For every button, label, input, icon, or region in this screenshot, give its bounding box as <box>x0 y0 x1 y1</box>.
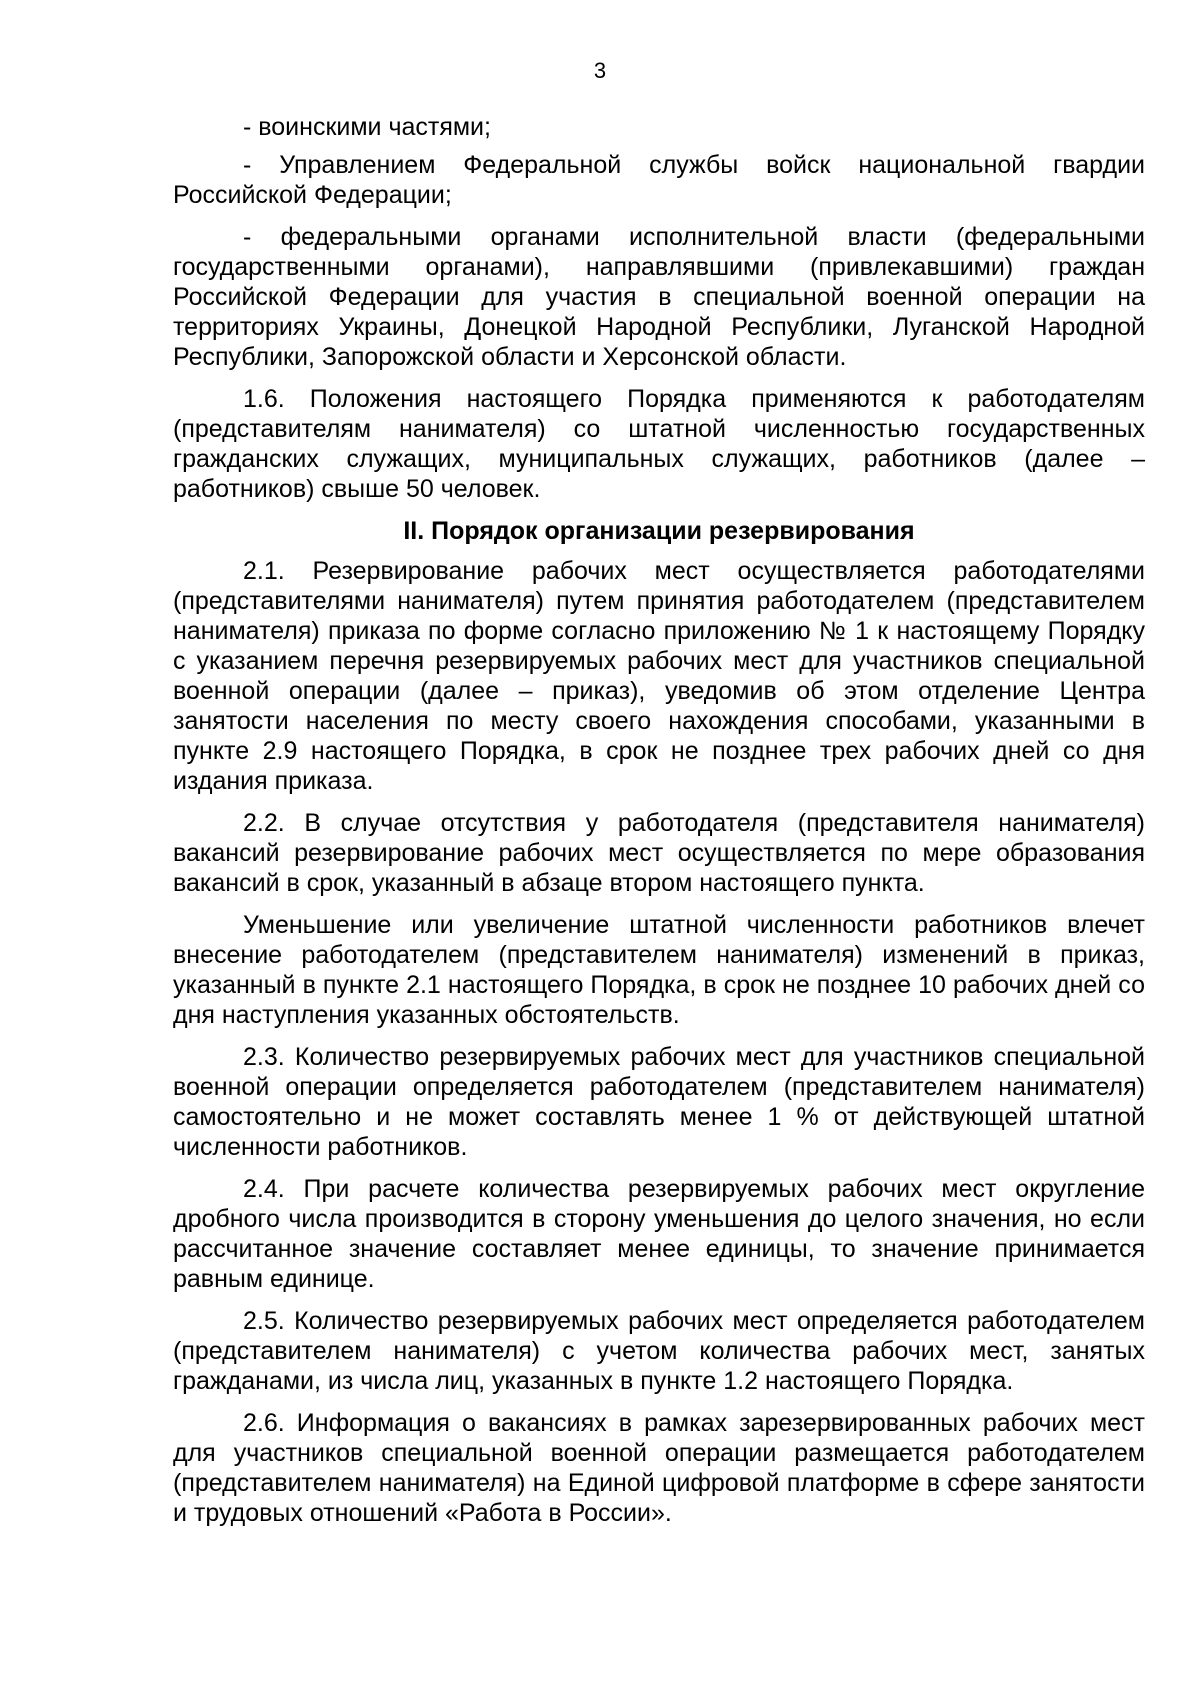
paragraph-2-1: 2.1. Резервирование рабочих мест осуществляется работодателями (представителями нанимателя) путем принятия работодателем (представителем нанимателя) приказа по форме согласно приложению № 1 к настоящему Порядку с указанием перечня резервируемых рабочих мест для участников специальной военной операции (далее – приказ), уведомив об этом отделение Центра занятости населения по месту своего нахождения способами, указанными в пункте 2.9 настоящего Порядка, в срок не позднее трех рабочих дней со дня издания приказа. <box>173 557 1145 795</box>
section-heading: II. Порядок организации резервирования <box>403 517 915 545</box>
document-body <box>173 112 1145 1540</box>
list-item-military-units: - воинскими частями; <box>243 113 491 141</box>
page-number: 3 <box>593 58 607 83</box>
paragraph-2-2: 2.2. В случае отсутствия у работодателя (представителя нанимателя) вакансий резервирование рабочих мест осуществляется по мере образования вакансий в срок, указанный в абзаце втором настоящего пункта. <box>173 809 1145 897</box>
paragraph-2-2-second: Уменьшение или увеличение штатной численности работников влечет внесение работодателем (представителем нанимателя) изменений в приказ, указанный в пункте 2.1 настоящего Порядка, в срок не позднее 10 рабочих дней со дня наступления указанных обстоятельств. <box>173 911 1145 1029</box>
paragraph-2-4: 2.4. При расчете количества резервируемых рабочих мест округление дробного числа производится в сторону уменьшения до целого значения, но если рассчитанное значение составляет менее единицы, то значение принимается равным единице. <box>173 1175 1145 1293</box>
paragraph-1-6: 1.6. Положения настоящего Порядка применяются к работодателям (представителям нанимателя) со штатной численностью государственных гражданских служащих, муниципальных служащих, работников (далее – работников) свыше 50 человек. <box>173 385 1145 503</box>
paragraph-2-5: 2.5. Количество резервируемых рабочих мест определяется работодателем (представителем нанимателя) с учетом количества рабочих мест, занятых гражданами, из числа лиц, указанных в пункте 1.2 настоящего Порядка. <box>173 1307 1145 1395</box>
paragraph-2-6: 2.6. Информация о вакансиях в рамках зарезервированных рабочих мест для участников специальной военной операции размещается работодателем (представителем нанимателя) на Единой цифровой платформе в сфере занятости и трудовых отношений «Работа в России». <box>173 1409 1145 1527</box>
list-item-federal-bodies: - федеральными органами исполнительной власти (федеральными государственными органами), направлявшими (привлекавшими) граждан Российской Федерации для участия в специальной военной операции на территориях Украины, Донецкой Народной Республики, Луганской Народной Республики, Запорожской области и Херсонской области. <box>173 223 1145 371</box>
list-item-rosgvardia: - Управлением Федеральной службы войск национальной гвардии Российской Федерации; <box>173 151 1145 209</box>
paragraph-2-3: 2.3. Количество резервируемых рабочих мест для участников специальной военной операции определяется работодателем (представителем нанимателя) самостоятельно и не может составлять менее 1 % от действующей штатной численности работников. <box>173 1043 1145 1161</box>
